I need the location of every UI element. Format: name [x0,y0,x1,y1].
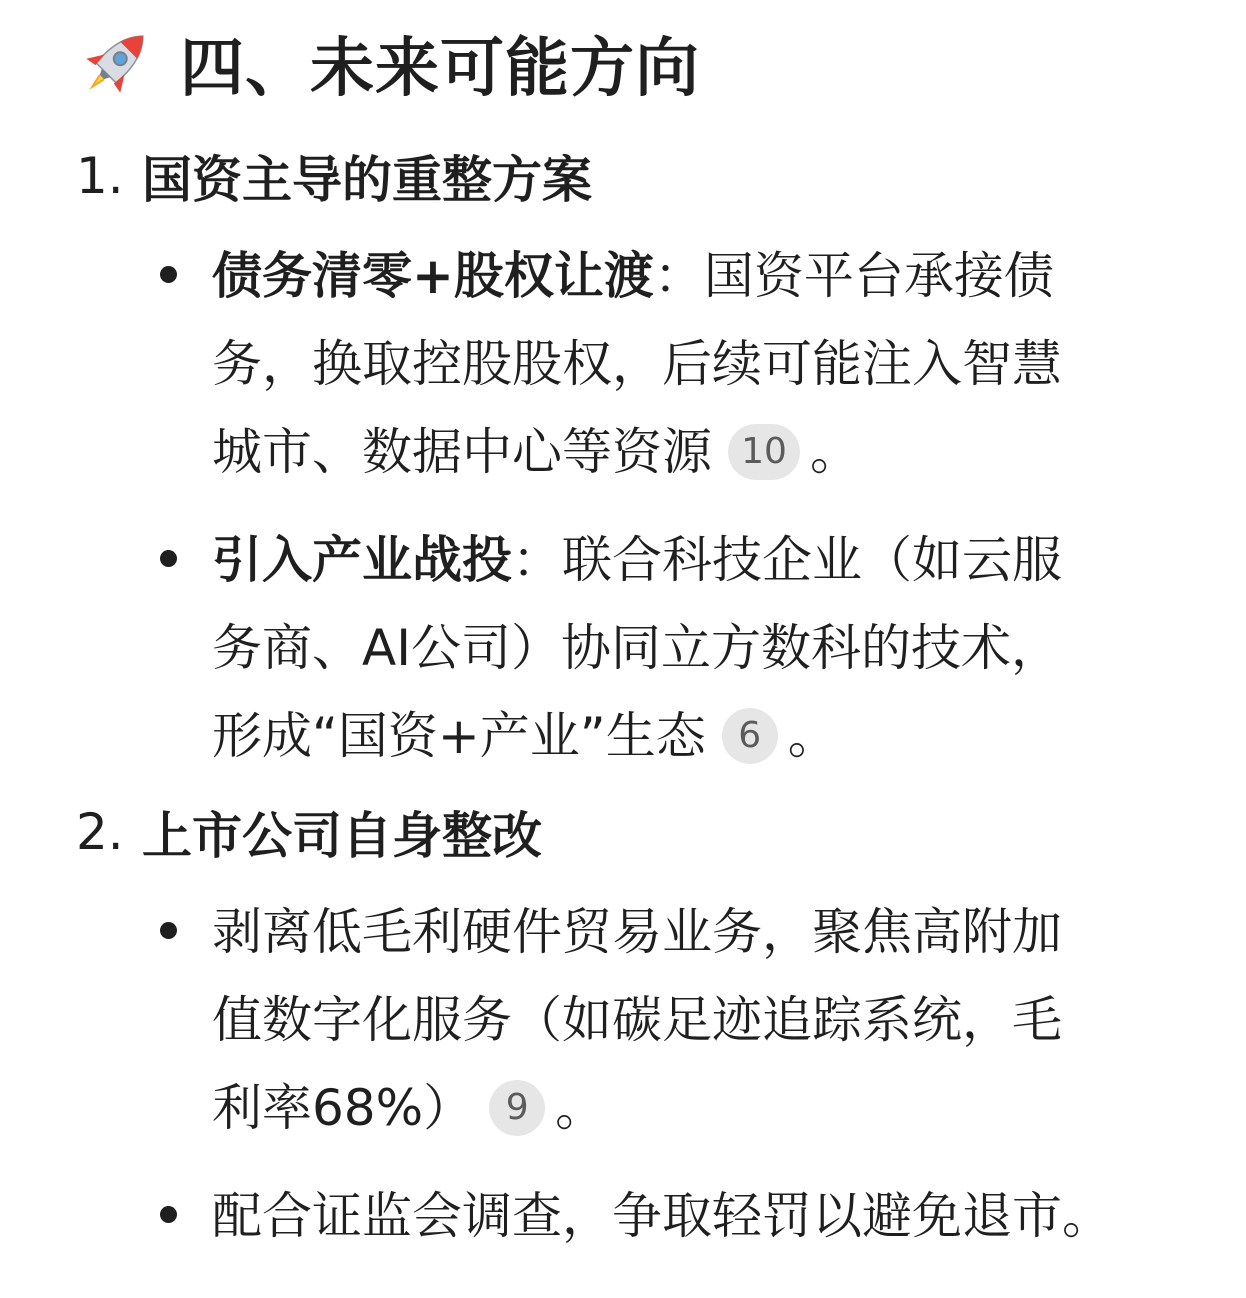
bullet-text: 利率68%） [212,1079,474,1137]
bullet-tail: 。 [787,707,838,765]
section-2-title [76,802,542,865]
bullet-dot [160,1206,177,1223]
section-2-number: 2. [76,803,124,861]
bullet-tail: 。 [555,1079,606,1137]
citation-badge[interactable]: 9 [489,1080,545,1136]
bullet-text: 城市、数据中心等资源 [212,423,712,481]
bullet-tail: 。 [810,423,860,481]
section-1-title [76,146,592,209]
bullet-text: 务商、AI公司）协同立方数科的技术， [212,619,1061,677]
citation-badge[interactable]: 6 [722,708,778,764]
bullet-text: 务，换取控股股权，后续可能注入智慧 [212,335,1062,393]
rocket-icon [74,21,158,105]
bullet-text: ：联合科技企业（如云服 [512,531,1062,589]
section-1-label: 国资主导的重整方案 [142,151,592,209]
bullet-text: 剥离低毛利硬件贸易业务，聚焦高附加 [212,903,1062,961]
page-title: 四、未来可能方向 [180,32,700,106]
bullet-dot [160,922,177,939]
bullet-dot [160,266,177,283]
bullet-text: 形成“国资+产业”生态 [212,707,706,765]
bullet-text: 值数字化服务（如碳足迹追踪系统，毛 [212,991,1062,1049]
bullet-keyword: 债务清零+股权让渡 [212,247,654,305]
bullet-dot [160,550,177,567]
section-2-label: 上市公司自身整改 [142,807,542,865]
section-heading [74,20,700,106]
bullet-text: ：国资平台承接债 [653,247,1054,305]
bullet-keyword: 引入产业战投 [212,531,512,589]
section-1-number: 1. [76,147,124,205]
bullet-text: 配合证监会调查，争取轻罚以避免退市。 [212,1187,1112,1245]
citation-badge[interactable]: 10 [728,424,800,480]
